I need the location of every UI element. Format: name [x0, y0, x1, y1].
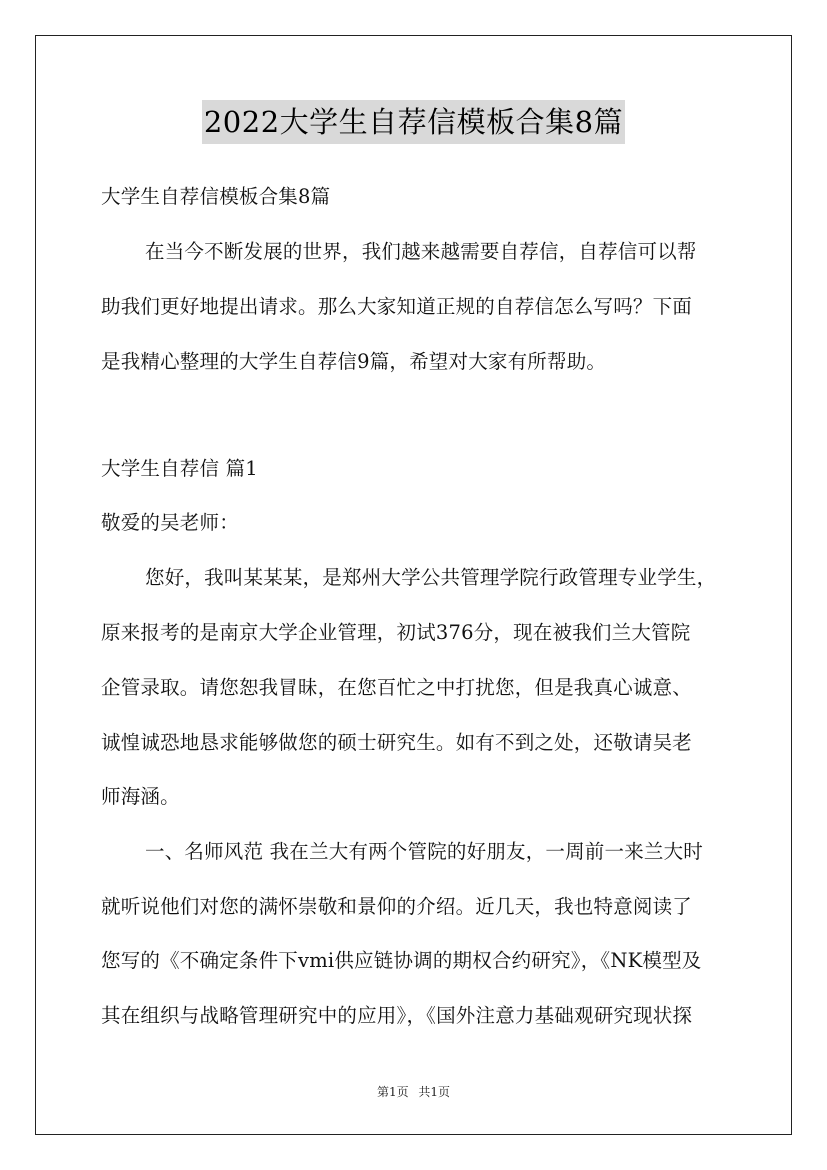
para2-line-4: 其在组织与战略管理研究中的应用》，《国外注意力基础观研究现状探: [101, 1004, 693, 1027]
para1-line-1: 您好，我叫某某某，是郑州大学公共管理学院行政管理专业学生，: [145, 566, 717, 589]
page-footer: [0, 1083, 827, 1100]
para1-line-4: 诚惶诚恐地恳求能够做您的硕士研究生。如有不到之处，还敬请吴老: [101, 731, 693, 754]
subtitle: 大学生自荐信模板合集8篇: [101, 185, 331, 208]
para2-line-1: 一、名师风范 我在兰大有两个管院的好朋友，一周前一来兰大时: [145, 840, 703, 863]
intro-line-2: 助我们更好地提出请求。那么大家知道正规的自荐信怎么写吗？下面: [101, 295, 693, 318]
page-total: 共1页: [418, 1085, 451, 1099]
salutation: 敬爱的吴老师：: [101, 511, 239, 534]
para1-line-2: 原来报考的是南京大学企业管理，初试376分，现在被我们兰大管院: [101, 621, 691, 644]
title-container: [0, 100, 827, 144]
page-number: 第1页: [376, 1085, 409, 1099]
para2-line-2: 就听说他们对您的满怀崇敬和景仰的介绍。近几天，我也特意阅读了: [101, 895, 693, 918]
document-title: 2022大学生自荐信模板合集8篇: [202, 100, 625, 144]
para1-line-5: 师海涵。: [101, 785, 180, 808]
intro-line-1: 在当今不断发展的世界，我们越来越需要自荐信，自荐信可以帮: [145, 240, 697, 263]
intro-line-3: 是我精心整理的大学生自荐信9篇，希望对大家有所帮助。: [101, 350, 607, 373]
para1-line-3: 企管录取。请您恕我冒昧，在您百忙之中打扰您，但是我真心诚意、: [101, 676, 693, 699]
para2-line-3: 您写的《不确定条件下vmi供应链协调的期权合约研究》，《NK模型及: [101, 949, 702, 972]
section-heading: 大学生自荐信 篇1: [101, 457, 258, 480]
